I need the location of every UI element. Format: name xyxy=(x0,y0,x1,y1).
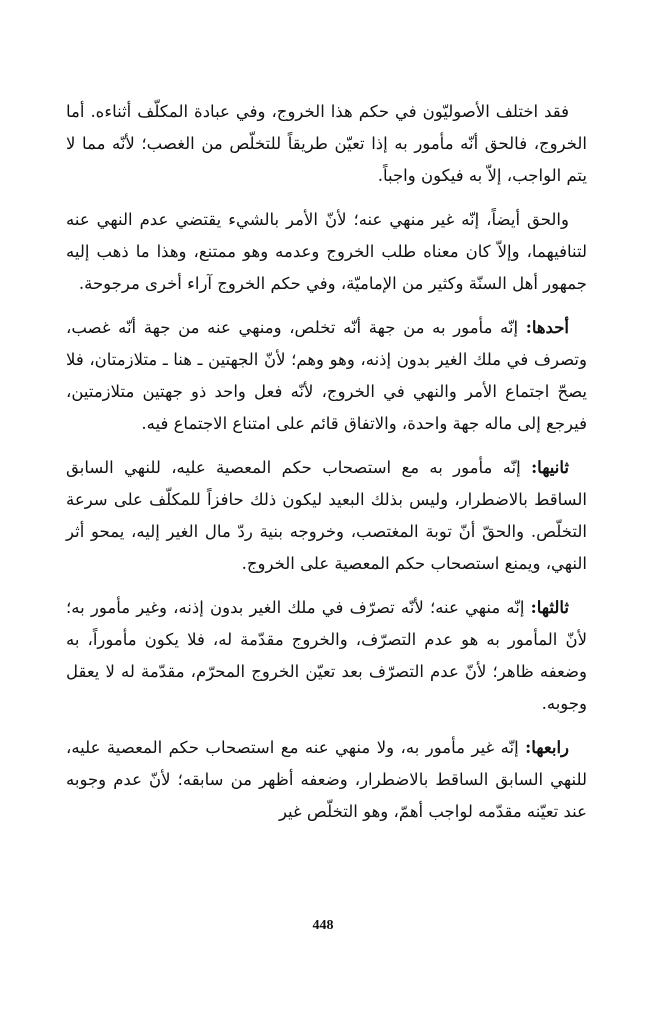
paragraph-lead: رابعها: xyxy=(525,738,569,757)
paragraph-text: فقد اختلف الأصوليّون في حكم هذا الخروج، وفي عبادة المكلّف أثناءه. أما الخروج، فالحق أنّه مأمور به إذا تعيّن طريقاً للتخلّص من الغصب؛ لأنّه مما لا يتم الواجب، إلاّ به فيكون واجباً. xyxy=(66,102,587,185)
paragraph-text: إنّه غير مأمور به، ولا منهي عنه مع استصحاب حكم المعصية عليه، للنهي السابق الساقط بالاضطرار، وضعفه أظهر من سابقه؛ لأنّ عدم وجوبه عند تعيّنه مقدّمه لواجب أهمّ، وهو التخلّص غير xyxy=(66,738,587,821)
paragraph-lead: ثالثها: xyxy=(530,598,569,617)
paragraph-text: إنّه مأمور به من جهة أنّه تخلص، ومنهي عنه من جهة أنّه غصب، وتصرف في ملك الغير بدون إذنه، وهو وهم؛ لأنّ الجهتين ـ هنا ـ متلازمتان، فلا يصحّ اجتماع الأمر والنهي في الخروج، لأنّه فعل واحد ذو جهتين متلازمتين، فيرجع إلى ماله جهة واحدة، والاتفاق قائم على امتناع الاجتماع فيه. xyxy=(66,318,587,433)
paragraph-1 xyxy=(66,96,587,192)
paragraph-lead: ثانيها: xyxy=(531,458,569,477)
page-body xyxy=(66,96,587,896)
paragraph-text: والحق أيضاً، إنّه غير منهي عنه؛ لأنّ الأمر بالشيء يقتضي عدم النهي عنه لتنافيهما، وإلاّ كان معناه طلب الخروج وعدمه وهو ممتنع، وهذا ما ذهب إليه جمهور أهل السنّة وكثير من الإماميّة، وفي حكم الخروج آراء أخرى مرجوحة. xyxy=(66,210,587,293)
paragraph-4 xyxy=(66,452,587,580)
paragraph-5 xyxy=(66,592,587,720)
paragraph-3 xyxy=(66,312,587,440)
paragraph-2 xyxy=(66,204,587,300)
page-number: 448 xyxy=(312,918,334,933)
paragraph-lead: أحدها: xyxy=(525,318,569,337)
paragraph-6 xyxy=(66,732,587,828)
paragraph-text: إنّه منهي عنه؛ لأنّه تصرّف في ملك الغير بدون إذنه، وغير مأمور به؛ لأنّ المأمور به هو عدم التصرّف، والخروج مقدّمة له، فلا يكون مأموراً، به وضعفه ظاهر؛ لأنّ عدم التصرّف بعد تعيّن الخروج المحرّم، مقدّمة له لا يعقل وجوبه. xyxy=(66,598,587,713)
paragraph-text: إنّه مأمور به مع استصحاب حكم المعصية عليه، للنهي السابق الساقط بالاضطرار، وليس بذلك البعيد ليكون ذلك حافزاً للمكلّف على سرعة التخلّص. والحقّ أنّ توبة المغتصب، وخروجه بنية ردّ مال الغير إليه، يمحو أثر النهي، ويمنع استصحاب حكم المعصية على الخروج. xyxy=(66,458,587,573)
